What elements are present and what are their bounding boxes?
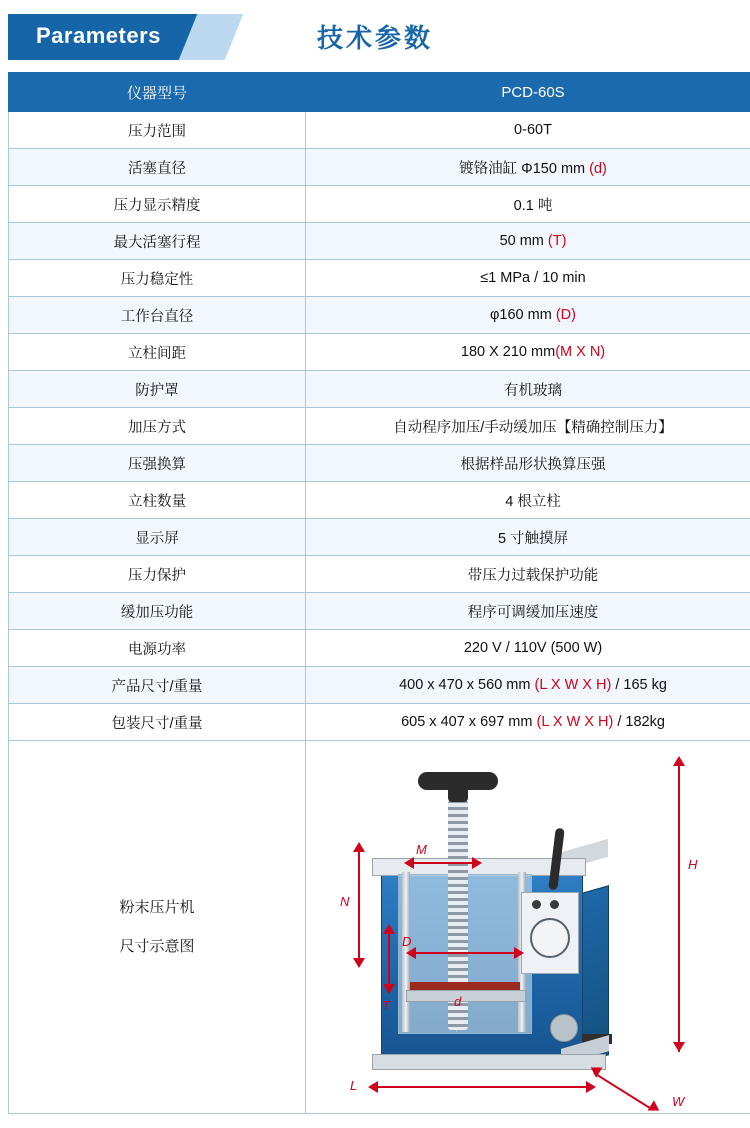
table-row <box>9 149 750 186</box>
row-value-text: ≤1 MPa / 10 min <box>480 270 585 286</box>
row-value <box>306 593 750 630</box>
table-row <box>9 482 750 519</box>
row-value-text: 根据样品形状换算压强 <box>461 457 606 473</box>
dimension-label-l: L <box>350 1078 357 1093</box>
row-value <box>306 297 750 334</box>
machine-knob-left[interactable] <box>532 900 541 909</box>
dimension-line-l <box>374 1086 594 1088</box>
row-value-tail: / 182kg <box>613 714 665 730</box>
row-label: 最大活塞行程 <box>9 223 306 260</box>
table-row <box>9 186 750 223</box>
row-value <box>306 667 750 704</box>
row-label: 加压方式 <box>9 408 306 445</box>
row-value <box>306 704 750 741</box>
page-title-chinese: 技术参数 <box>8 18 742 55</box>
row-value-text: 有机玻璃 <box>504 383 562 399</box>
machine-wheel-hub <box>448 782 468 802</box>
diagram-image-cell <box>306 741 750 1114</box>
dimension-line-d <box>412 952 522 954</box>
dimension-line-t <box>388 930 390 992</box>
row-label: 立柱间距 <box>9 334 306 371</box>
table-row <box>9 704 750 741</box>
table-row <box>9 112 750 149</box>
row-value-text: 5 寸触摸屏 <box>498 531 568 547</box>
row-value <box>306 112 750 149</box>
row-value-text: 0-60T <box>514 122 552 138</box>
row-value-text: φ160 mm <box>490 307 556 323</box>
dimension-label-m: M <box>416 842 427 857</box>
machine-release-valve[interactable] <box>550 1014 578 1042</box>
dimension-arrow-m-right <box>472 857 482 869</box>
row-label: 电源功率 <box>9 630 306 667</box>
row-label: 显示屏 <box>9 519 306 556</box>
row-value-text: 400 x 470 x 560 mm <box>399 677 534 693</box>
row-value-mark: (D) <box>556 307 576 323</box>
diagram-label-cell <box>9 741 306 1114</box>
row-value-tail: / 165 kg <box>611 677 667 693</box>
row-value <box>306 630 750 667</box>
dimension-label-d-upper: D <box>402 934 411 949</box>
dimension-arrow-l-right <box>586 1081 596 1093</box>
row-label: 防护罩 <box>9 371 306 408</box>
machine-base <box>372 1054 606 1070</box>
row-label: 工作台直径 <box>9 297 306 334</box>
table-row <box>9 445 750 482</box>
dimension-arrow-d-right <box>514 947 524 959</box>
table-row <box>9 630 750 667</box>
dimension-label-h: H <box>688 857 697 872</box>
dimension-arrow-t-bottom <box>383 984 395 994</box>
row-value <box>306 334 750 371</box>
dimension-arrow-m-left <box>404 857 414 869</box>
table-row <box>9 519 750 556</box>
dimension-arrow-l-left <box>368 1081 378 1093</box>
row-label: 缓加压功能 <box>9 593 306 630</box>
machine-pressure-gauge <box>530 918 570 958</box>
row-value-mark: (L X W X H) <box>534 677 611 693</box>
page-header <box>8 6 742 68</box>
dimension-line-m <box>410 862 480 864</box>
row-value <box>306 371 750 408</box>
dimension-line-n <box>358 848 360 966</box>
row-value <box>306 556 750 593</box>
dimension-arrow-n-bottom <box>353 958 365 968</box>
table-header-label: 仪器型号 <box>9 73 306 112</box>
row-value-text: 程序可调缓加压速度 <box>468 605 599 621</box>
row-label: 立柱数量 <box>9 482 306 519</box>
row-value <box>306 482 750 519</box>
row-value <box>306 408 750 445</box>
dimension-label-t: T <box>382 998 390 1013</box>
row-value-text: 605 x 407 x 697 mm <box>401 714 536 730</box>
row-value-text: 带压力过载保护功能 <box>468 568 599 584</box>
row-value-text: 180 X 210 mm <box>461 344 555 360</box>
table-row <box>9 334 750 371</box>
table-row <box>9 371 750 408</box>
row-label: 压力保护 <box>9 556 306 593</box>
row-value-text: 镀铬油缸 Φ150 mm <box>459 161 589 177</box>
diagram-label-line-1: 粉末压片机 <box>9 888 305 927</box>
row-label: 压力显示精度 <box>9 186 306 223</box>
row-value <box>306 149 750 186</box>
row-value-mark: (L X W X H) <box>537 714 614 730</box>
machine-dimension-diagram <box>306 742 750 1112</box>
row-value-text: 0.1 吨 <box>514 198 553 214</box>
dimension-arrow-h-top <box>673 756 685 766</box>
row-label: 产品尺寸/重量 <box>9 667 306 704</box>
row-value-text: 自动程序加压/手动缓加压【精确控制压力】 <box>393 420 673 436</box>
dimension-arrow-t-top <box>383 924 395 934</box>
table-row <box>9 556 750 593</box>
table-row <box>9 223 750 260</box>
row-value <box>306 260 750 297</box>
row-label: 活塞直径 <box>9 149 306 186</box>
dimension-line-w <box>594 1072 654 1110</box>
page-title-english: Parameters <box>36 23 161 49</box>
row-value-text: 4 根立柱 <box>505 494 561 510</box>
table-header-value: PCD-60S <box>306 73 750 112</box>
row-value <box>306 223 750 260</box>
row-value <box>306 445 750 482</box>
machine-work-table <box>406 990 526 1002</box>
row-label: 包装尺寸/重量 <box>9 704 306 741</box>
spec-sheet-page <box>0 6 750 1128</box>
row-value-text: 50 mm <box>500 233 548 249</box>
row-label: 压力稳定性 <box>9 260 306 297</box>
dimension-label-d-lower: d <box>454 994 461 1009</box>
table-row <box>9 260 750 297</box>
dimension-label-n: N <box>340 894 349 909</box>
table-row <box>9 408 750 445</box>
table-header-row <box>9 73 750 112</box>
row-value-mark: (T) <box>548 233 567 249</box>
dimension-label-w: W <box>672 1094 684 1109</box>
dimension-arrow-h-bottom <box>673 1042 685 1052</box>
table-row <box>9 667 750 704</box>
dimension-arrow-w-end <box>648 1100 663 1115</box>
dimension-line-h <box>678 762 680 1052</box>
diagram-label-line-2: 尺寸示意图 <box>9 927 305 966</box>
row-label: 压力范围 <box>9 112 306 149</box>
row-value <box>306 519 750 556</box>
machine-knob-right[interactable] <box>550 900 559 909</box>
specifications-table <box>8 72 750 1114</box>
row-value-text: 220 V / 110V (500 W) <box>464 640 602 656</box>
machine-die-plate <box>410 982 520 990</box>
table-row <box>9 297 750 334</box>
row-value-mark: (M X N) <box>555 344 605 360</box>
dimension-arrow-n-top <box>353 842 365 852</box>
table-row <box>9 593 750 630</box>
diagram-row <box>9 741 750 1114</box>
row-value-mark: (d) <box>589 161 607 177</box>
row-label: 压强换算 <box>9 445 306 482</box>
row-value <box>306 186 750 223</box>
